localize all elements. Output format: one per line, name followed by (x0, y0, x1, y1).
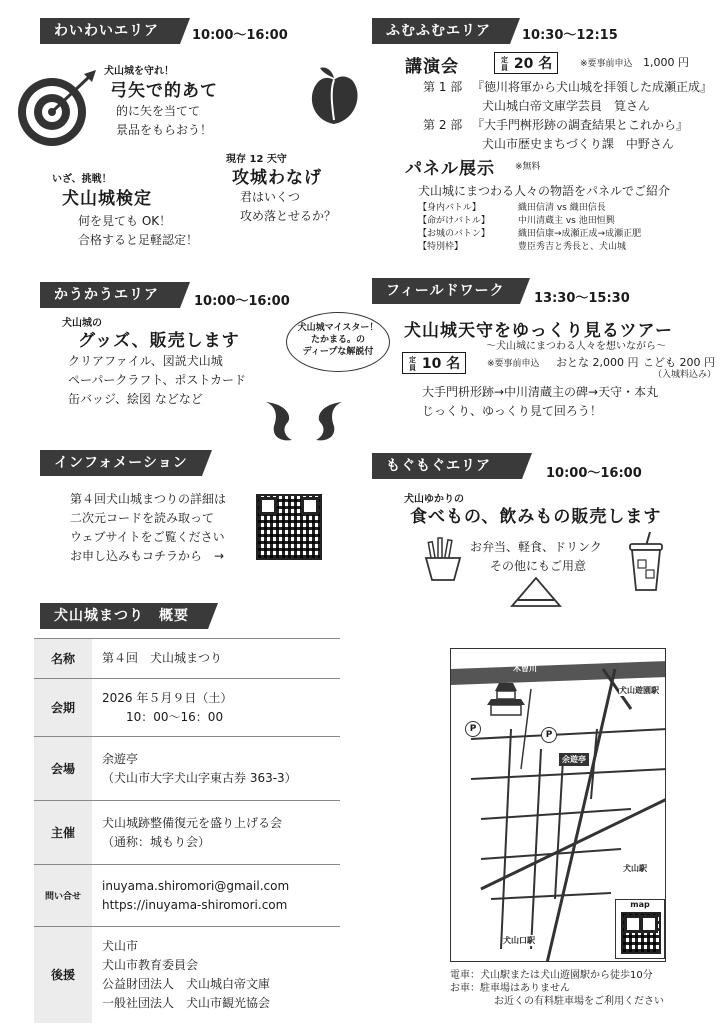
tour-capacity-box (402, 352, 466, 374)
lecture-part1-label: 第 1 部 (423, 80, 463, 94)
bubble-line3: ディープな解説付 (302, 347, 374, 357)
overview-value: 犬山市 犬山市教育委員会 公益財団法人 犬山城白帝文庫 一般社団法人 犬山市観光協会 (102, 938, 271, 1010)
map-station-inuyamaguchi: 犬山口駅 (503, 936, 535, 945)
tour-entry-note: （入城料込み） (653, 370, 717, 380)
food-line1: お弁当、軽食、ドリンク (470, 540, 602, 554)
ukauka-time: 10:00～16:00 (194, 294, 290, 309)
overview-row-support (34, 927, 340, 1023)
map-station-inuyama-yuen: 犬山遊園駅 (619, 686, 659, 695)
lecture-fee: 1,000 円 (643, 56, 689, 69)
yumiya-kicker: 犬山城を守れ！ (104, 66, 174, 77)
fumufumu-area-title: ふむふむエリア (372, 18, 510, 44)
parking-icon: P (541, 727, 557, 743)
info-line1: 第４回犬山城まつりの詳細は (70, 492, 227, 506)
lecture-part2-title: 『大手門桝形跡の調査結果とこれから』 (472, 118, 689, 132)
panel-free: ※無料 (515, 162, 541, 172)
overview-value[interactable] (92, 865, 340, 927)
info-line3: ウェブサイトをご覧ください (70, 530, 225, 544)
website-qr-code[interactable] (256, 494, 322, 560)
tour-heading: 犬山城天守をゆっくり見るツアー (404, 321, 673, 341)
panel-list (418, 202, 641, 254)
waiwai-area-title: わいわいエリア (40, 18, 180, 44)
lecture-heading: 講演会 (405, 57, 459, 77)
overview-key: 会期 (34, 679, 92, 737)
goods-line2: ペーパークラフト、ポストカード (68, 373, 246, 387)
lecture-part2-label: 第 2 部 (423, 118, 463, 132)
lecture-part1-speaker: 犬山城白帝文庫学芸員 筧さん (482, 99, 651, 113)
tour-note: ※要事前申込 (487, 359, 540, 369)
tour-adult-fee: おとな 2,000 円 (556, 356, 639, 369)
yumiya-desc1: 的に矢を当てて (116, 104, 201, 118)
tour-subheading: ～犬山城にまつわる人々を想いながら～ (486, 341, 666, 352)
overview-key: 主催 (34, 801, 92, 865)
wanage-desc2: 攻め落とせるか？ (240, 209, 337, 223)
lecture-capacity: 20 名 (513, 56, 553, 72)
sandwich-icon (508, 574, 564, 610)
castle-icon (485, 681, 527, 717)
panel-item: 【お城のバトン】 織田信康→成瀬正成→成瀬正肥 (418, 229, 642, 239)
map-station-inuyama: 犬山駅 (623, 864, 647, 873)
fieldwork-speech-bubble (286, 312, 390, 372)
tour-child-fee: こども 200 円 (643, 356, 715, 369)
overview-key: 会場 (34, 737, 92, 801)
panel-item: 【命がけバトル】 中川清蔵主 vs 池田恒興 (418, 216, 615, 226)
overview-key: 後援 (34, 927, 92, 1023)
map-river-label: 木曽川 (513, 664, 537, 673)
lecture-part1-title: 『徳川将軍から犬山城を拝領した成瀬正成』 (472, 80, 713, 94)
food-kicker: 犬山ゆかりの (404, 494, 464, 505)
panel-intro: 犬山城にまつわる人々の物語をパネルでご紹介 (418, 184, 671, 198)
lecture-cap-label: 定員 (501, 56, 508, 72)
food-heading: 食べもの、飲みもの販売します (410, 507, 662, 527)
food-line2: その他にもご用意 (490, 559, 587, 573)
yumiya-desc2: 景品をもらおう！ (116, 123, 213, 137)
tour-closing: じっくり、ゆっくり見て回ろう！ (422, 404, 602, 418)
overview-row-venue (34, 737, 340, 801)
lecture-note: ※要事前申込 (580, 59, 633, 69)
goods-kicker: 犬山城の (62, 318, 102, 329)
fieldwork-area-title: フィールドワーク (372, 278, 520, 304)
info-line4: お申し込みもコチラから → (70, 549, 225, 563)
overview-value: 第４回 犬山城まつり (92, 639, 340, 679)
map-note2: お車：駐車場はありません (450, 983, 570, 994)
panel-item: 【身内バトル】 織田信清 vs 織田信長 (418, 203, 606, 213)
map-venue-marker: 余遊亭 (559, 753, 589, 766)
tour-cap-label: 定員 (409, 356, 416, 372)
wanage-name: 攻城わなげ (232, 168, 322, 188)
overview-title: 犬山城まつり 概要 (40, 603, 208, 629)
info-line2: 二次元コードを読み取って (70, 511, 215, 525)
waiwai-time: 10:00～16:00 (192, 28, 288, 43)
overview-table (34, 638, 340, 1023)
goods-line3: 缶バッジ、絵図 などなど (68, 392, 203, 406)
overview-value: 犬山城跡整備復元を盛り上げる会 （通称：城もり会） (92, 801, 340, 865)
mogumogu-area-title: もぐもぐエリア (372, 453, 522, 479)
tour-capacity: 10 名 (421, 356, 461, 372)
fumufumu-time: 10:30～12:15 (522, 28, 618, 43)
tour-route: 大手門枡形跡→中川清蔵主の碑→天守・本丸 (422, 385, 659, 399)
panel-item: 【特別枠】 豊臣秀吉と秀長と、犬山城 (418, 242, 627, 252)
wanage-kicker: 現存 12 天守 (226, 154, 287, 165)
overview-key: 問い合せ (34, 865, 92, 927)
bubble-line1: 犬山城マイスター！ (297, 323, 379, 333)
parking-icon: P (465, 721, 481, 737)
map-qr-code[interactable] (621, 912, 661, 954)
wanage-desc1: 君はいくつ (240, 190, 301, 204)
kentei-kicker: いざ、挑戦！ (52, 174, 112, 185)
ukauka-area-title: かうかうエリア (40, 282, 180, 308)
goods-heading: グッズ、販売します (78, 331, 240, 351)
kentei-desc1: 何を見ても OK！ (78, 214, 172, 228)
panel-heading: パネル展示 (405, 159, 495, 179)
kentei-name: 犬山城検定 (62, 189, 152, 209)
fries-icon (420, 536, 466, 582)
overview-value: 余遊亭 （犬山市大字犬山字東古券 363-3） (92, 737, 340, 801)
fieldwork-time: 13:30～15:30 (534, 291, 630, 306)
kentei-desc2: 合格すると足軽認定！ (78, 233, 199, 247)
overview-row-period (34, 679, 340, 737)
map-qr-label: map (630, 900, 650, 909)
contact-email[interactable]: inuyama.shiromori@gmail.com (102, 878, 290, 893)
bubble-line2: たかまる。の (310, 335, 365, 345)
drink-cup-icon (626, 530, 666, 594)
shachihoko-icon (262, 396, 346, 446)
map-note1: 電車：犬山駅または犬山遊園駅から徒歩10分 (450, 970, 653, 981)
overview-row-name (34, 639, 340, 679)
access-map (450, 648, 666, 962)
mogumogu-time: 10:00～16:00 (546, 466, 642, 481)
overview-value: 2026 年５月９日（土） 10：00～16：00 (92, 679, 340, 737)
overview-row-contact (34, 865, 340, 927)
map-note3: お近くの有料駐車場をご利用ください (494, 996, 664, 1007)
info-area-title: インフォメーション (40, 450, 202, 476)
lecture-capacity-box (494, 52, 558, 74)
peach-icon (304, 60, 364, 130)
target-arrow-icon (14, 66, 98, 150)
contact-url[interactable]: https://inuyama-shiromori.com (102, 897, 288, 912)
lecture-part2-speaker: 犬山市歴史まちづくり課 中野さん (482, 137, 674, 151)
overview-key: 名称 (34, 639, 92, 679)
yumiya-name: 弓矢で的あて (110, 81, 218, 101)
overview-row-organizer (34, 801, 340, 865)
map-qr-box (615, 899, 665, 959)
goods-line1: クリアファイル、図説犬山城 (68, 354, 223, 368)
